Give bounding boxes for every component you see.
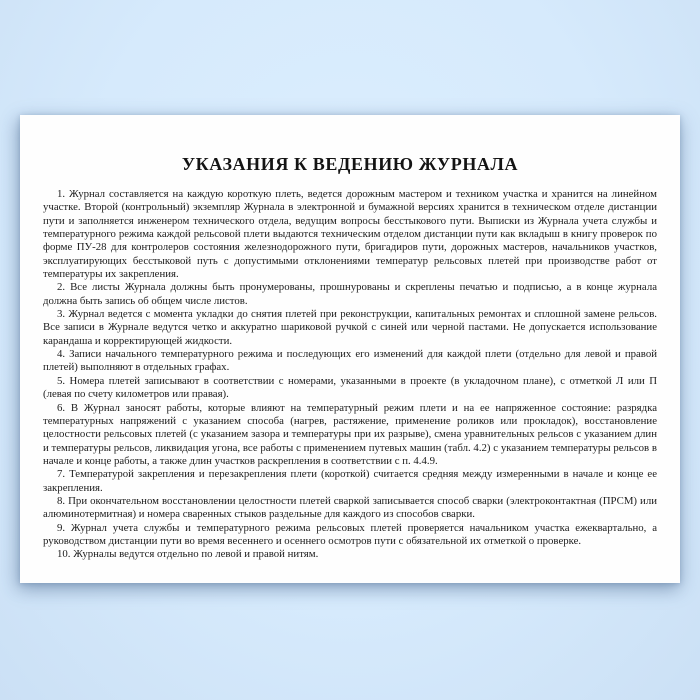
document-paragraph: 1. Журнал составляется на каждую короткую плеть, ведется дорожным мастером и техником участка и хранится на линейном участке. Второй (контрольный) экземпляр Журнала в электронной и бумажной версиях хранится в техническом отделе дистанции пути и заполняется инженером технического отдела, ведущим вопросы бесстыкового пути. Выписки из Журнала учета службы и температурного режима каждой рельсовой плети выдаются техническим отделом дистанции пути как вкладыш в книгу проверок по форме ПУ-28 для контролеров состояния железнодорожного пути, бригадиров пути, дорожных мастеров, начальников участков, эксплуатирующих бесстыковой путь с допустимыми отклонениями температур рельсовых плетей при производстве работ от температуры их закрепления. [43,188,657,281]
document-paragraph: 5. Номера плетей записывают в соответствии с номерами, указанными в проекте (в укладочном плане), с отметкой Л или П (левая по счету километров или правая). [43,374,657,401]
document-paragraph: 7. Температурой закрепления и перезакрепления плети (короткой) считается средняя между измеренными в начале и конце ее закрепления. [43,468,657,494]
document-page [20,115,680,583]
document-paragraph: 8. При окончательном восстановлении целостности плетей сваркой записывается способ сварки (электроконтактная (ПРСМ) или алюминотермитная) и номера сваренных стыков раздельные для каждого из способов сварки. [43,494,657,521]
document-paragraph: 4. Записи начального температурного режима и последующих его изменений для каждой плети (отдельно для левой и правой плетей) выполняют в отдельных графах. [43,348,657,374]
document-title: УКАЗАНИЯ К ВЕДЕНИЮ ЖУРНАЛА [181,154,519,174]
document-paragraph: 10. Журналы ведутся отдельно по левой и правой нитям. [57,548,319,561]
document-paragraph: 2. Все листы Журнала должны быть пронумерованы, прошнурованы и скреплены печатью и подписью, а в конце журнала должна быть запись об общем числе листов. [43,281,657,307]
document-paragraph: 9. Журнал учета службы и температурного режима рельсовых плетей проверяется начальником участка ежеквартально, а руководством дистанции пути во время весеннего и осеннего осмотров пути с обязательной их отметкой о проверке. [43,521,657,547]
document-paragraph: 6. В Журнал заносят работы, которые влияют на температурный режим плети и на ее напряженное состояние: разрядка температурных напряжений с указанием способа (нагрев, растяжение, применение роликов или прокладок), восстановление целостности рельсовых плетей (с указанием зазора и температуры при их разрыве), смена уравнительных рельсов с указанием длин и температуры рельсов, ликвидация угона, все работы с применением путевых машин (табл. 4.2) с указанием температуры рельсов в начале и конце работы, а также длин участков раскрепления в соответствии с п. 4.4.9. [43,401,657,467]
document-body [43,188,657,562]
document-paragraph: 3. Журнал ведется с момента укладки до снятия плетей при реконструкции, капитальных ремонтах и сплошной замене рельсов. Все записи в Журнале ведутся четко и аккуратно шариковой ручкой с синей или черной пастами. Не допускается использование карандаша и корректирующей жидкости. [43,308,657,347]
